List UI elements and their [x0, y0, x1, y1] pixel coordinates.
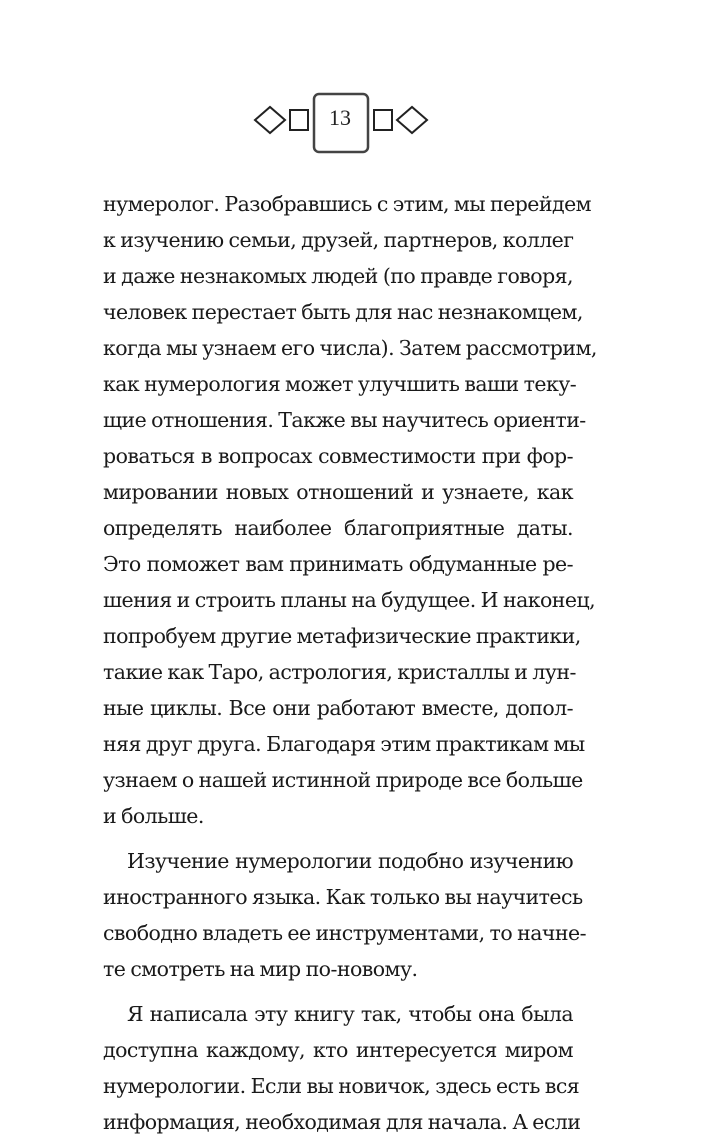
paragraph: [103, 186, 597, 834]
text-line: свободно владеть ее инструментами, то начне-: [103, 921, 586, 945]
right-square-ornament: [374, 110, 392, 130]
text-line: щие отношения. Также вы научитесь ориенти-: [103, 408, 586, 432]
text-line: иностранного языка. Как только вы научитесь: [103, 885, 583, 909]
page-header: [0, 88, 709, 158]
right-diamond-ornament: [397, 107, 427, 133]
paragraph-gap: [103, 834, 573, 843]
text-line: нумерологии. Если вы новичок, здесь есть вся: [103, 1074, 580, 1098]
text-line: определять наиболее благоприятные даты.: [103, 516, 573, 540]
text-line: Я написала эту книгу так, чтобы она была: [127, 1002, 573, 1026]
text-line: попробуем другие метафизические практики,: [103, 624, 581, 648]
paragraph: [103, 843, 586, 987]
text-line: роваться в вопросах совместимости при фор-: [103, 444, 573, 468]
text-line: доступна каждому, кто интересуется миром: [103, 1038, 573, 1062]
paragraph: [103, 996, 581, 1140]
text-line: когда мы узнаем его числа). Затем рассмотрим,: [103, 336, 597, 360]
text-line: няя друг друга. Благодаря этим практикам мы: [103, 732, 585, 756]
body-text: [103, 186, 597, 1140]
left-diamond-ornament: [255, 107, 285, 133]
left-square-ornament: [290, 110, 308, 130]
text-line: те смотреть на мир по-новому.: [103, 957, 418, 981]
text-line: ные циклы. Все они работают вместе, допол-: [103, 696, 573, 720]
text-line: информация, необходимая для начала. А если: [103, 1110, 581, 1134]
text-line: такие как Таро, астрология, кристаллы и лун-: [103, 660, 576, 684]
text-line: шения и строить планы на будущее. И наконец,: [103, 588, 596, 612]
text-line: нумеролог. Разобравшись с этим, мы перейдем: [103, 192, 592, 216]
text-line: мировании новых отношений и узнаете, как: [103, 480, 573, 504]
text-line: к изучению семьи, друзей, партнеров, коллег: [103, 228, 574, 252]
text-line: и даже незнакомых людей (по правде говоря,: [103, 264, 573, 288]
paragraph-gap: [103, 987, 573, 996]
text-line: и больше.: [103, 804, 204, 828]
text-line: Изучение нумерологии подобно изучению: [127, 849, 573, 873]
page-number: 13: [329, 105, 351, 130]
text-line: как нумерология может улучшить ваши теку-: [103, 372, 577, 396]
text-line: Это поможет вам принимать обдуманные ре-: [103, 552, 573, 576]
text-line: узнаем о нашей истинной природе все больше: [103, 768, 583, 792]
text-line: человек перестает быть для нас незнакомцем,: [103, 300, 583, 324]
